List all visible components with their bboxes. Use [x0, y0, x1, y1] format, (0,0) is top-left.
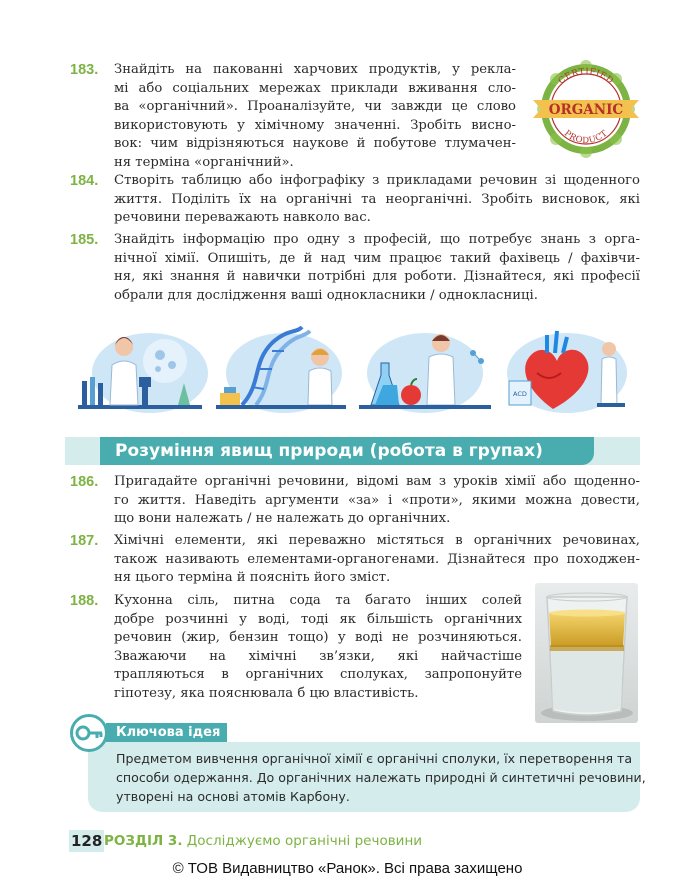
task-text-line: ня, які знання й навички потрібні для роботи. Дізнайтеся, які професії	[114, 269, 640, 285]
heart-anatomy-illustration	[497, 323, 637, 415]
task-text-line: що вони належать / не належать до органічних.	[114, 511, 451, 527]
chemist-apple-illustration	[355, 323, 495, 415]
task-text-line: мі або соціальних мережах приклади вживання сло-	[114, 80, 516, 96]
task-text-line: використовують у хімічному значенні. Зробіть висно-	[114, 117, 516, 133]
task-text-line: Кухонна сіль, питна сода та багато інших солей	[114, 593, 522, 608]
task-183	[70, 61, 516, 173]
task-185	[70, 231, 640, 305]
task-number: 185.	[70, 232, 99, 248]
badge-center-text: ORGANIC	[548, 102, 624, 118]
key-idea-line: утворені на основі атомів Карбону.	[116, 789, 350, 804]
task-text-line: Зважаючи на хімічні зв’язки, які найчастіше	[114, 648, 522, 664]
task-186	[70, 473, 640, 529]
organic-badge-icon	[527, 60, 645, 158]
task-text-line: Знайдіть інформацію про одну з професій, що потребує знань з орга-	[114, 232, 640, 247]
task-text-line: вок: чим відрізняються наукове й побутове тлумачен-	[114, 136, 516, 152]
task-number: 186.	[70, 474, 99, 490]
footer-section-title	[104, 832, 422, 850]
task-text-line: гіпотезу, яка пояснювала б цю властивість.	[114, 685, 419, 701]
task-number: 184.	[70, 173, 99, 189]
section-title: Розуміння явищ природи (робота в групах)	[115, 441, 543, 461]
task-text-line: Знайдіть на пакованні харчових продуктів, у рекла-	[114, 62, 516, 77]
dna-scientist-illustration	[212, 323, 352, 415]
bottle-label: ACD	[513, 390, 527, 398]
task-text-line: добре розчинні у воді, тоді як більшість органічних	[114, 611, 522, 627]
key-icon	[70, 714, 108, 752]
badge-bottom-text: PRODUCT	[562, 128, 610, 147]
footer-section-label: РОЗДІЛ 3.	[104, 833, 183, 849]
key-idea-text	[116, 749, 646, 806]
task-text-line: речовин (жир, бензин тощо) у воді не розчиняються.	[114, 630, 522, 646]
task-187	[70, 532, 640, 588]
task-text-line: життя. Поділіть їх на органічні та неорганічні. Зробіть висновок, які	[114, 191, 640, 207]
copyright-notice: © ТОВ Видавництво «Ранок». Всі права захищено	[172, 860, 523, 877]
page-number: 128	[71, 832, 103, 850]
task-text-line: ня терміна «органічний».	[114, 154, 294, 170]
task-text-line: го життя. Наведіть аргументи «за» і «проти», якими можна довести,	[114, 492, 640, 508]
task-number: 188.	[70, 593, 99, 609]
key-idea-line: способи одержання. До органічних належать природні й синтетичні речовини,	[116, 770, 646, 785]
task-text-line: трапляються в органічних сполуках, запропонуйте	[114, 667, 522, 683]
scientist-microscope-illustration	[70, 323, 210, 415]
task-text-line: ня цього терміна й поясніть його зміст.	[114, 570, 391, 586]
footer-section-name: Досліджуємо органічні речовини	[186, 833, 423, 849]
task-text-line: Створіть таблицю або інфографіку з прикладами речовин зі щоденного	[114, 173, 640, 188]
task-188	[70, 592, 522, 704]
key-idea-line: Предметом вивчення органічної хімії є органічні сполуки, їх перетворення та	[116, 751, 633, 766]
task-184	[70, 172, 640, 228]
task-text-line: нічної хімії. Опишіть, де й над чим працює такий фахівець / фахівчи-	[114, 250, 640, 266]
task-text-line: також називають елементами-органогенами. Дізнайтеся про походжен-	[114, 551, 640, 567]
oil-water-glass-photo	[535, 583, 638, 723]
task-number: 183.	[70, 62, 99, 78]
task-text-line: Хімічні елементи, які переважно містяться в органічних речовинах,	[114, 533, 640, 548]
key-idea-title: Ключова ідея	[116, 725, 221, 740]
task-text-line: речовини переважають навколо вас.	[114, 210, 371, 226]
task-text-line: обрали для дослідження ваші однокласники / однокласниці.	[114, 287, 538, 303]
badge-top-text: CERTIFIED	[556, 66, 616, 87]
task-number: 187.	[70, 533, 99, 549]
task-text-line: ва «органічний». Проаналізуйте, чи завжди це слово	[114, 99, 516, 115]
task-text-line: Пригадайте органічні речовини, відомі вам з уроків хімії або щоденно-	[114, 474, 640, 489]
